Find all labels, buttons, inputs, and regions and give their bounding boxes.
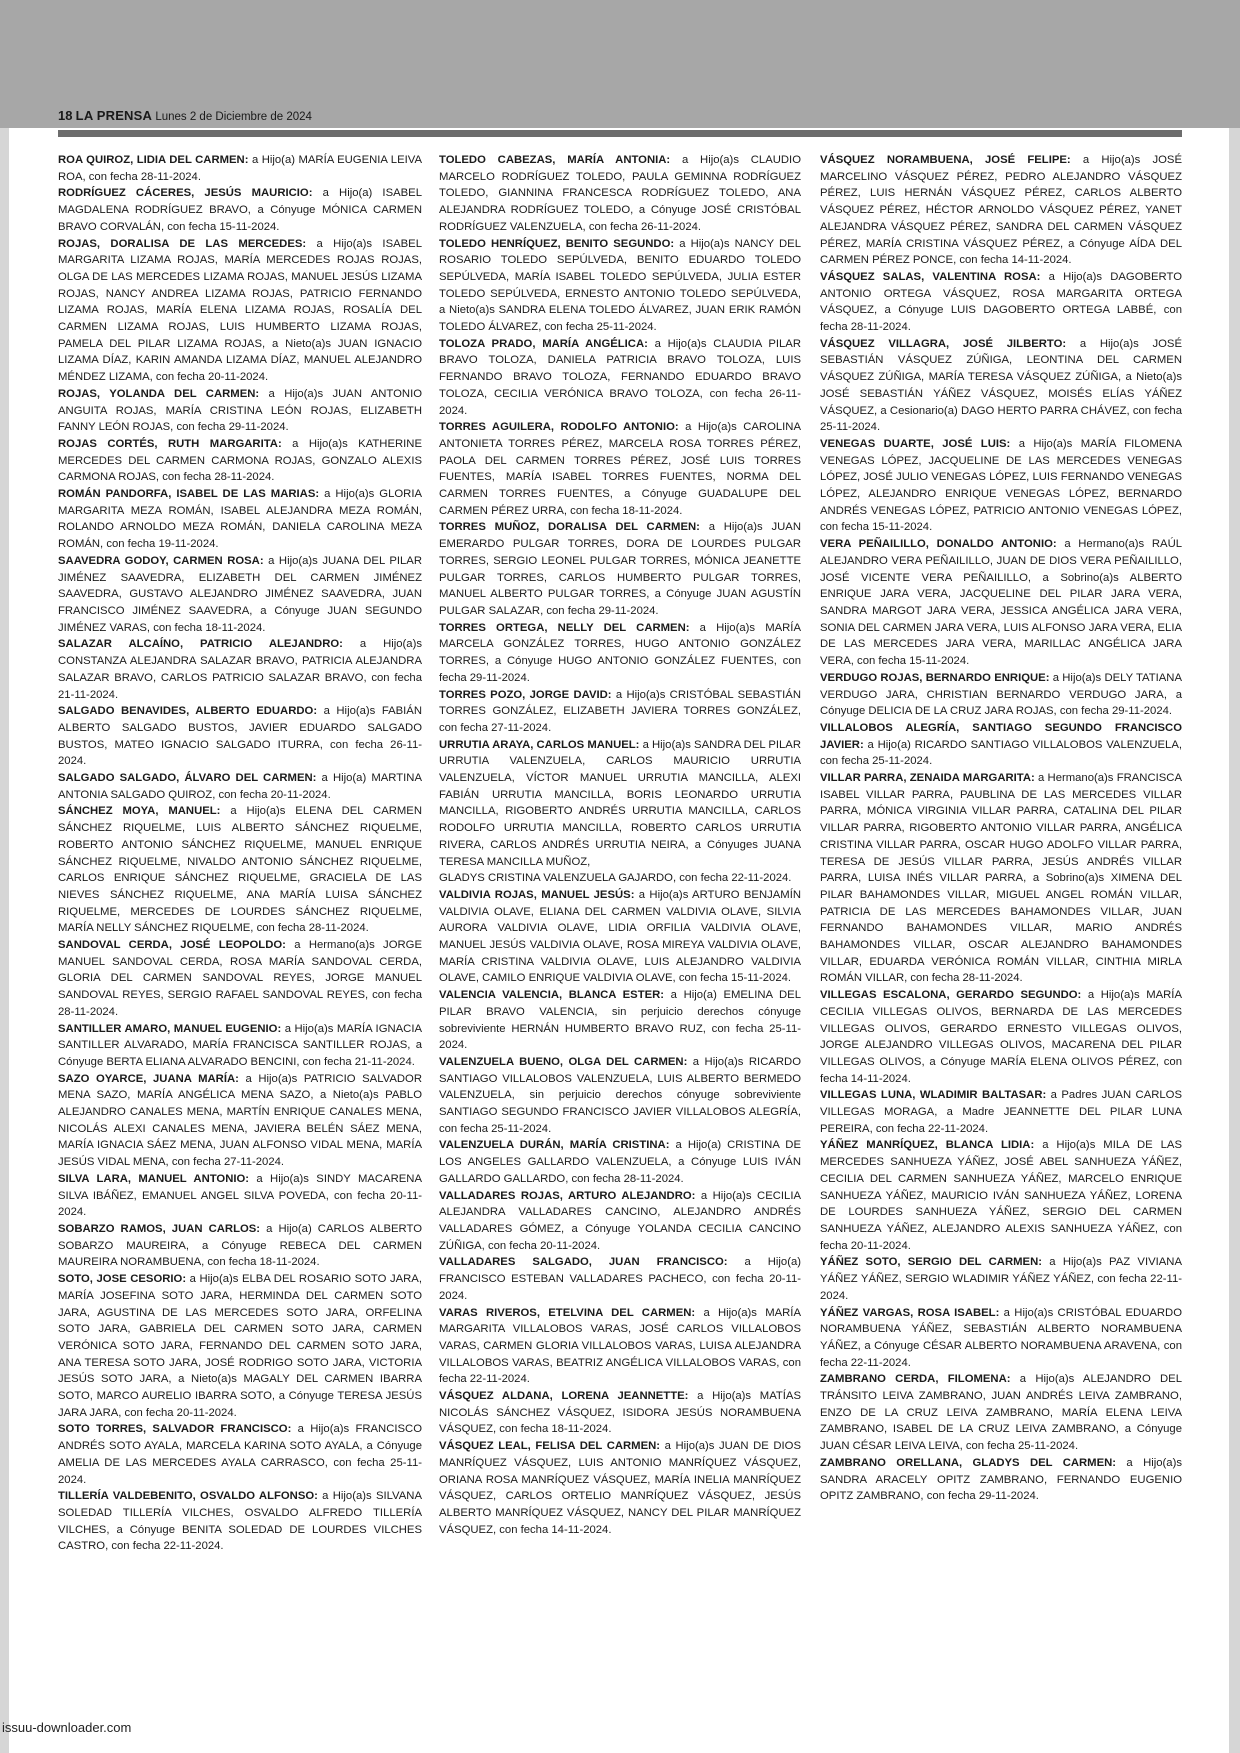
deceased-name: VALENZUELA BUENO, OLGA DEL CARMEN: [439, 1055, 688, 1068]
deceased-name: ROMÁN PANDORFA, ISABEL DE LAS MARIAS: [58, 488, 320, 501]
heirs-text: a Hijo(a)s SANDRA ARACELY OPITZ ZAMBRANO, FERNANDO EUGENIO OPITZ ZAMBRANO, con fecha 29-11-2024. [820, 1456, 1182, 1503]
deceased-name: SAZO OYARCE, JUANA MARÍA: [58, 1072, 239, 1085]
notice-entry [439, 1054, 801, 1138]
notice-entry [58, 386, 422, 436]
heirs-text: a Hijo(a)s ARTURO BENJAMÍN VALDIVIA OLAVE, ELIANA DEL CARMEN VALDIVIA OLAVE, SILVIA AURORA VALDIVIA OLAVE, LIDIA ORFILIA VALDIVIA OLAVE, MANUEL JESÚS VALDIVIA OLAVE, ROSA MIREYA VALDIVIA OLAVE, MARÍA CRISTINA VALDIVIA OLAVE, LUIS ALEJANDRO VALDIVIA OLAVE, CAMILO ENRIQUE VALDIVIA OLAVE, con fecha 15-11-2024. [439, 888, 801, 985]
notice-entry [820, 770, 1182, 987]
notice-entry [820, 536, 1182, 670]
deceased-name: VARAS RIVEROS, ETELVINA DEL CARMEN: [439, 1306, 696, 1319]
notice-entry [820, 1137, 1182, 1254]
deceased-name: SANTILLER AMARO, MANUEL EUGENIO: [58, 1022, 282, 1035]
notice-entry [58, 553, 422, 637]
notice-entry [58, 937, 422, 1021]
notice-entry [820, 1305, 1182, 1372]
heirs-text: a Hijo(a) RICARDO SANTIAGO VILLALOBOS VALENZUELA, con fecha 25-11-2024. [820, 738, 1182, 768]
notice-entry [58, 486, 422, 553]
header-rule [58, 130, 1182, 137]
notice-entry [58, 770, 422, 803]
heirs-text: a Hijo(a) CARLOS ALBERTO SOBARZO MAUREIRA, a Cónyuge REBECA DEL CARMEN MAUREIRA NORAMBUENA, con fecha 18-11-2024. [58, 1223, 422, 1269]
deceased-name: VILLAR PARRA, ZENAIDA MARGARITA: [820, 772, 1035, 785]
deceased-name: VALENCIA VALENCIA, BLANCA ESTER: [439, 989, 665, 1002]
notice-entry [820, 152, 1182, 269]
deceased-name: SALAZAR ALCAÍNO, PATRICIO ALEJANDRO: [58, 638, 343, 651]
deceased-name: ZAMBRANO CERDA, FILOMENA: [820, 1373, 1011, 1386]
heirs-text: a Padres JUAN CARLOS VILLEGAS MORAGA, a Madre JEANNETTE DEL PILAR LUNA PEREIRA, con fecha 22-11-2024. [820, 1089, 1183, 1135]
deceased-name: VÁSQUEZ NORAMBUENA, JOSÉ FELIPE: [820, 154, 1071, 166]
deceased-name: VALLADARES ROJAS, ARTURO ALEJANDRO: [439, 1189, 696, 1202]
notice-entry [820, 1455, 1182, 1505]
deceased-name: TORRES MUÑOZ, DORALISA DEL CARMEN: [439, 521, 700, 534]
heirs-text: a Hijo(a)s ALEJANDRO DEL TRÁNSITO LEIVA ZAMBRANO, JUAN ANDRÉS LEIVA ZAMBRANO, ENZO DE LA CRUZ LEIVA ZAMBRANO, MARÍA ELENA LEIVA ZAMBRANO, ISABEL DE LA CRUZ LEIVA ZAMBRANO, a Cónyuge JUAN CÉSAR LEIVA LEIVA, con fecha 25-11-2024. [820, 1373, 1182, 1453]
deceased-name: VÁSQUEZ VILLAGRA, JOSÉ JILBERTO: [820, 337, 1067, 350]
deceased-name: SÁNCHEZ MOYA, MANUEL: [58, 805, 221, 818]
notice-entry [820, 1371, 1182, 1455]
deceased-name: VILLALOBOS ALEGRÍA, SANTIAGO SEGUNDO FRANCISCO JAVIER: [820, 721, 1182, 751]
deceased-name: TORRES POZO, JORGE DAVID: [439, 688, 612, 701]
deceased-name: SAAVEDRA GODOY, CARMEN ROSA: [58, 554, 264, 567]
heirs-text: a Hijo(a)s GLORIA MARGARITA MEZA ROMÁN, ISABEL ALEJANDRA MEZA ROMÁN, ROLANDO ARNOLDO MEZA ROMÁN, DANIELA CAROLINA MEZA ROMÁN, con fecha 19-11-2024. [58, 488, 422, 551]
heirs-text: a Hijo(a)s CLAUDIO MARCELO RODRÍGUEZ TOLEDO, PAULA GEMINNA RODRÍGUEZ TOLEDO, GIANNINA FRANCESCA RODRÍGUEZ TOLEDO, ANA ALEJANDRA RODRÍGUEZ TOLEDO, a Cónyuge JOSÉ CRISTÓBAL RODRÍGUEZ VALENZUELA, con fecha 26-11-2024. [439, 154, 801, 233]
notice-entry [439, 1388, 801, 1438]
deceased-name: TOLOZA PRADO, MARÍA ANGÉLICA: [439, 337, 648, 350]
heirs-text: a Hijo(a)s JUAN DE DIOS MANRÍQUEZ VÁSQUEZ, LUIS ANTONIO MANRÍQUEZ VÁSQUEZ, ORIANA ROSA MANRÍQUEZ VÁSQUEZ, MARÍA INELIA MANRÍQUEZ VÁSQUEZ, CARLOS ORTELIO MANRÍQUEZ VÁSQUEZ, JESÚS ALBERTO MANRÍQUEZ VÁSQUEZ, NANCY DEL PILAR MANRÍQUEZ VÁSQUEZ, con fecha 14-11-2024. [439, 1440, 801, 1536]
notice-entry [439, 336, 801, 420]
notice-entry [58, 636, 422, 703]
notice-entry [58, 803, 422, 937]
heirs-text: a Hijo(a)s CONSTANZA ALEJANDRA SALAZAR BRAVO, PATRICIA ALEJANDRA SALAZAR BRAVO, CARLOS PATRICIO SALAZAR BRAVO, con fecha 21-11-2024. [58, 638, 422, 701]
heirs-text: a Hijo(a)s DAGOBERTO ANTONIO ORTEGA VÁSQUEZ, ROSA MARGARITA ORTEGA VÁSQUEZ, a Cónyuge LUIS DAGOBERTO ORTEGA LABBÉ, con fecha 28-11-2024. [820, 270, 1182, 334]
deceased-name: TOLEDO HENRÍQUEZ, BENITO SEGUNDO: [439, 237, 675, 250]
notice-entry [820, 987, 1182, 1087]
heirs-text: a Hijo(a)s NANCY DEL ROSARIO TOLEDO SEPÚLVEDA, BENITO EDUARDO TOLEDO SEPÚLVEDA, MARÍA ISABEL TOLEDO SEPÚLVEDA, JULIA ESTER TOLEDO SEPÚLVEDA, ERNESTO ANTONIO TOLEDO SEPÚLVEDA, a Nieto(a)s SANDRA ELENA TOLEDO ÁLVAREZ, JUAN ERIK RAMÓN TOLEDO ÁLVAREZ, con fecha 25-11-2024. [439, 237, 801, 334]
notice-entry [820, 1254, 1182, 1304]
notice-entry [439, 1188, 801, 1255]
notice-entry [439, 1305, 801, 1389]
left-margin-strip [0, 128, 9, 1753]
newspaper-name: LA PRENSA [75, 108, 153, 123]
heirs-text: a Hijo(a)s CAROLINA ANTONIETA TORRES PÉREZ, MARCELA ROSA TORRES PÉREZ, PAOLA DEL CARMEN TORRES PÉREZ, JOSÉ LUIS TORRES FUENTES, MARÍA ISABEL TORRES FUENTES, NORMA DEL CARMEN TORRES FUENTES, a Cónyuge GUADALUPE DEL CARMEN PÉREZ URRA, con fecha 18-11-2024. [439, 421, 801, 517]
notice-entry [820, 670, 1182, 720]
heirs-text: a Hijo(a)s KATHERINE MERCEDES DEL CARMEN CARMONA ROJAS, GONZALO ALEXIS CARMONA ROJAS, con fecha 28-11-2024. [58, 437, 422, 484]
notice-entry [58, 436, 422, 486]
notice-entry [820, 436, 1182, 536]
deceased-name: SILVA LARA, MANUEL ANTONIO: [58, 1172, 250, 1185]
heirs-text: a Hijo(a)s MARÍA CECILIA VILLEGAS OLIVOS, BERNARDA DE LAS MERCEDES VILLEGAS OLIVOS, GERARDO ERNESTO VILLEGAS OLIVOS, JORGE ALEJANDRO VILLEGAS OLIVOS, MACARENA DEL PILAR VILLEGAS OLIVOS, a Cónyuge MARÍA ELENA OLIVOS PÉREZ, con fecha 14-11-2024. [820, 989, 1182, 1085]
heirs-text: a Hijo(a)s JUAN ANTONIO ANGUITA ROJAS, MARÍA CRISTINA LEÓN ROJAS, ELIZABETH FANNY LEÓN ROJAS, con fecha 29-11-2024. [58, 387, 422, 434]
heirs-text: a Hijo(a) MARTINA ANTONIA SALGADO QUIROZ, con fecha 20-11-2024. [58, 772, 422, 801]
deceased-name: ROJAS, YOLANDA DEL CARMEN: [58, 387, 260, 400]
notice-entry [439, 152, 801, 236]
notice-entry [820, 336, 1182, 436]
heirs-text: a Hijo(a)s MATÍAS NICOLÁS SÁNCHEZ VÁSQUEZ, ISIDORA JESÚS NORAMBUENA VÁSQUEZ, con fecha 18-11-2024. [439, 1390, 801, 1436]
heirs-text: GLADYS CRISTINA VALENZUELA GAJARDO, con fecha 22-11-2024. [439, 872, 792, 885]
heirs-text: a Hijo(a)s ELBA DEL ROSARIO SOTO JARA, MARÍA JOSEFINA SOTO JARA, HERMINDA DEL CARMEN SOTO JARA, AGUSTINA DE LAS MERCEDES SOTO JARA, ORFELINA SOTO JARA, GABRIELA DEL CARMEN SOTO JARA, CARMEN VERÓNICA SOTO JARA, FERNANDO DEL CARMEN SOTO JARA, ANA TERESA SOTO JARA, JOSÉ RODRIGO SOTO JARA, VICTORIA JESÚS SOTO JARA, a Nieto(a)s MAGALY DEL CARMEN IBARRA SOTO, MARCO AURELIO IBARRA SOTO, a Cónyuge TERESA JESÚS JARA JARA, con fecha 20-11-2024. [58, 1273, 422, 1419]
heirs-text: a Hijo(a)s CECILIA ALEJANDRA VALLADARES CANCINO, ALEJANDRO ANDRÉS VALLADARES GÓMEZ, a Cónyuge YOLANDA CECILIA CANCINO ZÚÑIGA, con fecha 20-11-2024. [439, 1189, 801, 1252]
deceased-name: VILLEGAS LUNA, WLADIMIR BALTASAR: [820, 1089, 1047, 1102]
heirs-text: a Hijo(a)s FRANCISCO ANDRÉS SOTO AYALA, MARCELA KARINA SOTO AYALA, a Cónyuge AMELIA DE LAS MERCEDES AYALA CARRASCO, con fecha 25-11-2024. [58, 1423, 422, 1486]
heirs-text: a Hijo(a)s CRISTÓBAL SEBASTIÁN TORRES GONZÁLEZ, ELIZABETH JAVIERA TORRES GONZÁLEZ, con fecha 27-11-2024. [439, 688, 801, 734]
deceased-name: SOTO TORRES, SALVADOR FRANCISCO: [58, 1423, 292, 1436]
notice-entry [58, 1488, 422, 1555]
notice-entry [439, 236, 801, 336]
heirs-text: a Hijo(a) FRANCISCO ESTEBAN VALLADARES PACHECO, con fecha 20-11-2024. [439, 1256, 801, 1302]
notice-entry [58, 1271, 422, 1421]
column-1 [58, 152, 422, 1555]
page-number: 18 [58, 108, 73, 123]
deceased-name: RODRÍGUEZ CÁCERES, JESÚS MAURICIO: [58, 187, 313, 200]
deceased-name: VILLEGAS ESCALONA, GERARDO SEGUNDO: [820, 989, 1082, 1002]
deceased-name: VÁSQUEZ SALAS, VALENTINA ROSA: [820, 270, 1041, 283]
column-2 [439, 152, 801, 1538]
heirs-text: a Hijo(a)s JOSÉ SEBASTIÁN VÁSQUEZ ZÚÑIGA, LEONTINA DEL CARMEN VÁSQUEZ ZÚÑIGA, MARÍA TERESA VÁSQUEZ ZÚÑIGA, a Nieto(a)s JOSÉ SEBASTIÁN YÁÑEZ VÁSQUEZ, MOISÉS ELÍAS YÁÑEZ VÁSQUEZ, a Cesionario(a) DAGO HERTO PARRA CHÁVEZ, con fecha 25-11-2024. [820, 337, 1182, 434]
deceased-name: ROJAS, DORALISA DE LAS MERCEDES: [58, 237, 307, 250]
heirs-text: a Hijo(a)s MARÍA MARGARITA VILLALOBOS VARAS, JOSÉ CARLOS VILLALOBOS VARAS, CARMEN GLORIA VILLALOBOS VARAS, LUISA ALEJANDRA VILLALOBOS VARAS, BEATRIZ ANGÉLICA VILLALOBOS VARAS, con fecha 22-11-2024. [439, 1306, 801, 1386]
heirs-text: a Hijo(a)s RICARDO SANTIAGO VILLALOBOS VALENZUELA, LUIS ALBERTO BERMEDO VALENZUELA, sin perjuicio derechos cónyuge sobreviviente SANTIAGO SEGUNDO FRANCISCO JAVIER VILLALOBOS ALEGRÍA, con fecha 25-11-2024. [439, 1055, 801, 1135]
notice-entry [58, 1021, 422, 1071]
deceased-name: VENEGAS DUARTE, JOSÉ LUIS: [820, 437, 1011, 450]
heirs-text: a Hermano(a)s RAÚL ALEJANDRO VERA PEÑAILILLO, JUAN DE DIOS VERA PEÑAILILLO, JOSÉ VICENTE VERA PEÑAILILLO, a Sobrino(a)s ALBERTO ENRIQUE JARA VERA, JACQUELINE DEL PILAR JARA VERA, SANDRA MARGOT JARA VERA, JESSICA ANGÉLICA JARA VERA, SONIA DEL CARMEN JARA VERA, LUIS ALFONSO JARA VERA, ELIA DE LAS MERCEDES JARA VERA, MARILLAC ANGÉLICA JARA VERA, con fecha 15-11-2024. [820, 538, 1183, 668]
deceased-name: YÁÑEZ VARGAS, ROSA ISABEL: [820, 1306, 1000, 1319]
deceased-name: VERDUGO ROJAS, BERNARDO ENRIQUE: [820, 671, 1050, 684]
heirs-text: a Hijo(a)s DELY TATIANA VERDUGO JARA, CHRISTIAN BERNARDO VERDUGO JARA, a Cónyuge DELICIA DE LA CRUZ JARA ROJAS, con fecha 29-11-2024. [820, 671, 1182, 718]
notice-entry [439, 1254, 801, 1304]
heirs-text: a Hijo(a)s CLAUDIA PILAR BRAVO TOLOZA, DANIELA PATRICIA BRAVO TOLOZA, LUIS FERNANDO BRAVO TOLOZA, FERNANDO EDUARDO BRAVO TOLOZA, CECILIA VERÓNICA BRAVO TOLOZA, con fecha 26-11-2024. [439, 337, 802, 417]
deceased-name: VALENZUELA DURÁN, MARÍA CRISTINA: [439, 1139, 670, 1152]
deceased-name: TORRES ORTEGA, NELLY DEL CARMEN: [439, 621, 690, 634]
heirs-text: a Hijo(a) MARÍA EUGENIA LEIVA ROA, con fecha 28-11-2024. [58, 154, 422, 183]
notice-entry [439, 1137, 801, 1187]
notice-entry [439, 687, 801, 737]
notice-entry [439, 887, 801, 987]
deceased-name: ROJAS CORTÉS, RUTH MARGARITA: [58, 437, 282, 450]
deceased-name: YÁÑEZ MANRÍQUEZ, BLANCA LIDIA: [820, 1139, 1035, 1152]
deceased-name: SOBARZO RAMOS, JUAN CARLOS: [58, 1223, 261, 1235]
issue-date: Lunes 2 de Diciembre de 2024 [155, 111, 312, 123]
notice-entry [58, 703, 422, 770]
column-3 [820, 152, 1182, 1505]
heirs-text: a Hijo(a)s CRISTÓBAL EDUARDO NORAMBUENA YÁÑEZ, SEBASTIÁN ALBERTO NORAMBUENA YÁÑEZ, a Cónyuge CÉSAR ALBERTO NORAMBUENA ARAVENA, con fecha 22-11-2024. [820, 1306, 1182, 1369]
heirs-text: a Hijo(a)s MARÍA FILOMENA VENEGAS LÓPEZ, JACQUELINE DE LAS MERCEDES VENEGAS LÓPEZ, JOSÉ JULIO VENEGAS LÓPEZ, LUIS FERNANDO VENEGAS LÓPEZ, ALEJANDRO ENRIQUE VENEGAS LÓPEZ, BERNARDO ANDRÉS VENEGAS LÓPEZ, PATRICIO ANTONIO VENEGAS LÓPEZ, con fecha 15-11-2024. [820, 437, 1182, 534]
notice-entry [439, 1438, 801, 1538]
deceased-name: TORRES AGUILERA, RODOLFO ANTONIO: [439, 421, 679, 434]
notice-entry [439, 620, 801, 687]
notice-entry [58, 1221, 422, 1271]
heirs-text: a Hijo(a)s JUANA DEL PILAR JIMÉNEZ SAAVEDRA, ELIZABETH DEL CARMEN JIMÉNEZ SAAVEDRA, GUSTAVO ALEJANDRO JIMÉNEZ SAAVEDRA, JUAN FRANCISCO JIMÉNEZ SAAVEDRA, a Cónyuge JUAN SEGUNDO JIMÉNEZ VARAS, con fecha 18-11-2024. [58, 554, 422, 634]
heirs-text: a Hijo(a)s SINDY MACARENA SILVA IBÁÑEZ, EMANUEL ANGEL SILVA POVEDA, con fecha 20-11-2024. [58, 1172, 422, 1219]
notice-entry [58, 185, 422, 235]
heirs-text: a Hermano(a)s FRANCISCA ISABEL VILLAR PARRA, PAUBLINA DE LAS MERCEDES VILLAR PARRA, MÓNICA VIRGINIA VILLAR PARRA, CATALINA DEL PILAR VILLAR PARRA, RIGOBERTO ANTONIO VILLAR PARRA, ANGÉLICA CRISTINA VILLAR PARRA, OSCAR HUGO ADOLFO VILLAR PARRA, TERESA DE JESÚS VILLAR PARRA, JESÚS ANDRÉS VILLAR PARRA, LUISA INÉS VILLAR PARRA, a Sobrino(a)s XIMENA DEL PILAR BAHAMONDES VILLAR, MIGUEL ANGEL ROMÁN VILLAR, PATRICIA DE LAS MERCEDES BAHAMONDES VILLAR, JUAN FERNANDO BAHAMONDES VILLAR, MARIO ANDRÉS BAHAMONDES VILLAR, OSCAR ALEJANDRO BAHAMONDES VILLAR, EDUARDA VERÓNICA ROMÁN VILLAR, CINTHIA MIRLA ROMÁN VILLAR, con fecha 28-11-2024. [820, 772, 1182, 985]
notice-entry [439, 737, 801, 871]
deceased-name: VALLADARES SALGADO, JUAN FRANCISCO: [439, 1256, 728, 1269]
deceased-name: SALGADO BENAVIDES, ALBERTO EDUARDO: [58, 705, 318, 718]
heirs-text: a Hijo(a)s PAZ VIVIANA YÁÑEZ YÁÑEZ, SERGIO WLADIMIR YÁÑEZ YÁÑEZ, con fecha 22-11-2024. [820, 1256, 1182, 1302]
notice-entry [58, 1071, 422, 1171]
notice-entry [820, 720, 1182, 770]
watermark-footer: issuu-downloader.com [2, 1720, 132, 1735]
heirs-text: a Hijo(a)s MARÍA IGNACIA SANTILLER ALVARADO, MARÍA FRANCISCA SANTILLER ROJAS, a Cónyuge BERTA ELIANA ALVARADO BENCINI, con fecha 21-11-2024. [58, 1022, 423, 1068]
heirs-text: a Hijo(a) ISABEL MAGDALENA RODRÍGUEZ BRAVO, a Cónyuge MÓNICA CARMEN BRAVO CORVALÁN, con fecha 15-11-2024. [58, 187, 422, 233]
deceased-name: ZAMBRANO ORELLANA, GLADYS DEL CARMEN: [820, 1456, 1117, 1469]
notice-entry [820, 269, 1182, 336]
heirs-text: a Hijo(a)s MILA DE LAS MERCEDES SANHUEZA YÁÑEZ, JOSÉ ABEL SANHUEZA YÁÑEZ, CECILIA DEL CARMEN SANHUEZA YÁÑEZ, MARCELO ENRIQUE SANHUEZA YÁÑEZ, MAURICIO IVÁN SANHUEZA YÁÑEZ, LORENA DE LOURDES SANHUEZA YÁÑEZ, SERGIO DEL CARMEN SANHUEZA YÁÑEZ, ALEJANDRO ALEXIS SANHUEZA YÁÑEZ, con fecha 20-11-2024. [820, 1139, 1182, 1252]
notice-entry [439, 870, 801, 887]
notice-entry [439, 419, 801, 519]
notice-entry [58, 1421, 422, 1488]
heirs-text: a Hijo(a)s JOSÉ MARCELINO VÁSQUEZ PÉREZ, PEDRO ALEJANDRO VÁSQUEZ PÉREZ, LUIS HERNÁN VÁSQUEZ PÉREZ, CARLOS ALBERTO VÁSQUEZ PÉREZ, HÉCTOR ARNOLDO VÁSQUEZ PÉREZ, YANET ALEJANDRA VÁSQUEZ PÉREZ, SANDRA DEL CARMEN VÁSQUEZ PÉREZ, MARÍA CRISTINA VÁSQUEZ PÉREZ, a Cónyuge AÍDA DEL CARMEN PÉREZ PONCE, con fecha 14-11-2024. [820, 154, 1183, 267]
heirs-text: a Hijo(a)s JUAN EMERARDO PULGAR TORRES, DORA DE LOURDES PULGAR TORRES, SERGIO LEONEL PULGAR TORRES, MÓNICA JEANETTE PULGAR TORRES, CARLOS HUMBERTO PULGAR TORRES, MANUEL ALBERTO PULGAR TORRES, a Cónyuge JUAN AGUSTÍN PULGAR SALAZAR, con fecha 29-11-2024. [439, 521, 801, 617]
deceased-name: VALDIVIA ROJAS, MANUEL JESÚS: [439, 888, 635, 901]
deceased-name: SALGADO SALGADO, ÁLVARO DEL CARMEN: [58, 772, 317, 785]
deceased-name: VÁSQUEZ ALDANA, LORENA JEANNETTE: [439, 1390, 689, 1403]
notice-entry [58, 1171, 422, 1221]
notice-entry [58, 236, 422, 386]
deceased-name: URRUTIA ARAYA, CARLOS MANUEL: [439, 738, 640, 751]
heirs-text: a Hijo(a)s SILVANA SOLEDAD TILLERÍA VILCHES, OSVALDO ALFREDO TILLERÍA VILCHES, a Cónyuge BENITA SOLEDAD DE LOURDES VILCHES CASTRO, con fecha 22-11-2024. [58, 1490, 422, 1553]
notice-entry [439, 987, 801, 1054]
page-header [58, 108, 312, 123]
heirs-text: a Hijo(a)s MARÍA MARCELA GONZÁLEZ TORRES, HUGO ANTONIO GONZÁLEZ TORRES, a Cónyuge HUGO ANTONIO GONZÁLEZ FUENTES, con fecha 29-11-2024. [439, 621, 801, 684]
deceased-name: TILLERÍA VALDEBENITO, OSVALDO ALFONSO: [58, 1490, 318, 1503]
heirs-text: a Hijo(a) CRISTINA DE LOS ANGELES GALLARDO VALENZUELA, a Cónyuge LUIS IVÁN GALLARDO GALLARDO, con fecha 28-11-2024. [439, 1139, 801, 1185]
heirs-text: a Hijo(a)s ELENA DEL CARMEN SÁNCHEZ RIQUELME, LUIS ALBERTO SÁNCHEZ RIQUELME, ROBERTO ANTONIO SÁNCHEZ RIQUELME, MANUEL ENRIQUE SÁNCHEZ RIQUELME, NIVALDO ANTONIO SÁNCHEZ RIQUELME, CARLOS ENRIQUE SÁNCHEZ RIQUELME, GRACIELA DE LAS NIEVES SÁNCHEZ RIQUELME, ANA MARÍA LUISA SÁNCHEZ RIQUELME, MERCEDES DE LOURDES SÁNCHEZ RIQUELME, MARÍA NELLY SÁNCHEZ RIQUELME, con fecha 28-11-2024. [58, 805, 422, 935]
heirs-text: a Hijo(a)s PATRICIO SALVADOR MENA SAZO, MARÍA ANGÉLICA MENA SAZO, a Nieto(a)s PABLO ALEJANDRO CANALES MENA, MARTÍN ENRIQUE CANALES MENA, NICOLÁS ALEXI CANALES MENA, JAVIERA BELÉN SÁEZ MENA, MARÍA IGNACIA SÁEZ MENA, JUAN ALFONSO VIDAL MENA, MARÍA JESÚS VIDAL MENA, con fecha 27-11-2024. [58, 1072, 422, 1169]
heirs-text: a Hijo(a)s ISABEL MARGARITA LIZAMA ROJAS, MARÍA MERCEDES ROJAS ROJAS, OLGA DE LAS MERCEDES LIZAMA ROJAS, MANUEL JESÚS LIZAMA ROJAS, NANCY ANDREA LIZAMA ROJAS, PATRICIO FERNANDO LIZAMA ROJAS, MARÍA ELENA LIZAMA ROJAS, ROSALÍA DEL CARMEN LIZAMA ROJAS, LUIS HUMBERTO LIZAMA ROJAS, PAMELA DEL PILAR LIZAMA ROJAS, a Nieto(a)s JUAN IGNACIO LIZAMA DÍAZ, KARIN AMANDA LIZAMA DÍAZ, MANUEL ALEJANDRO MÉNDEZ LIZAMA, con fecha 20-11-2024. [58, 237, 422, 384]
deceased-name: SOTO, JOSE CESORIO: [58, 1273, 187, 1286]
deceased-name: TOLEDO CABEZAS, MARÍA ANTONIA: [439, 154, 671, 166]
deceased-name: VÁSQUEZ LEAL, FELISA DEL CARMEN: [439, 1440, 661, 1453]
notice-entry [58, 152, 422, 185]
heirs-text: a Hijo(a)s FABIÁN ALBERTO SALGADO BUSTOS, JAVIER EDUARDO SALGADO BUSTOS, MATEO IGNACIO SALGADO ITURRA, con fecha 26-11- 2024. [58, 705, 423, 768]
notice-entry [820, 1087, 1182, 1137]
heirs-text: a Hermano(a)s JORGE MANUEL SANDOVAL CERDA, ROSA MARÍA SANDOVAL CERDA, GLORIA DEL CARMEN SANDOVAL REYES, JORGE MANUEL SANDOVAL REYES, SERGIO RAFAEL SANDOVAL REYES, con fecha 28-11-2024. [58, 939, 422, 1018]
deceased-name: SANDOVAL CERDA, JOSÉ LEOPOLDO: [58, 939, 286, 952]
deceased-name: VERA PEÑAILILLO, DONALDO ANTONIO: [820, 538, 1057, 551]
deceased-name: YÁÑEZ SOTO, SERGIO DEL CARMEN: [820, 1256, 1042, 1269]
heirs-text: a Hijo(a) EMELINA DEL PILAR BRAVO VALENCIA, sin perjuicio derechos cónyuge sobreviviente HERNÁN HUMBERTO BRAVO RUZ, con fecha 25-11-2024. [439, 989, 801, 1052]
right-margin-strip [1229, 128, 1240, 1753]
heirs-text: a Hijo(a)s SANDRA DEL PILAR URRUTIA VALENZUELA, CARLOS MAURICIO URRUTIA VALENZUELA, VÍCTOR MANUEL URRUTIA MANCILLA, ALEXI FABIÁN URRUTIA MANCILLA, BORIS LEONARDO URRUTIA MANCILLA, RIGOBERTO ANDRÉS URRUTIA MANCILLA, CARLOS RODOLFO URRUTIA MANCILLA, ROBERTO CARLOS URRUTIA RIVERA, CARLOS ANDRÉS URRUTIA NEIRA, a Cónyuges JUANA TERESA MANCILLA MUÑOZ, [439, 738, 802, 868]
notice-entry [439, 519, 801, 619]
deceased-name: ROA QUIROZ, LIDIA DEL CARMEN: [58, 154, 249, 166]
